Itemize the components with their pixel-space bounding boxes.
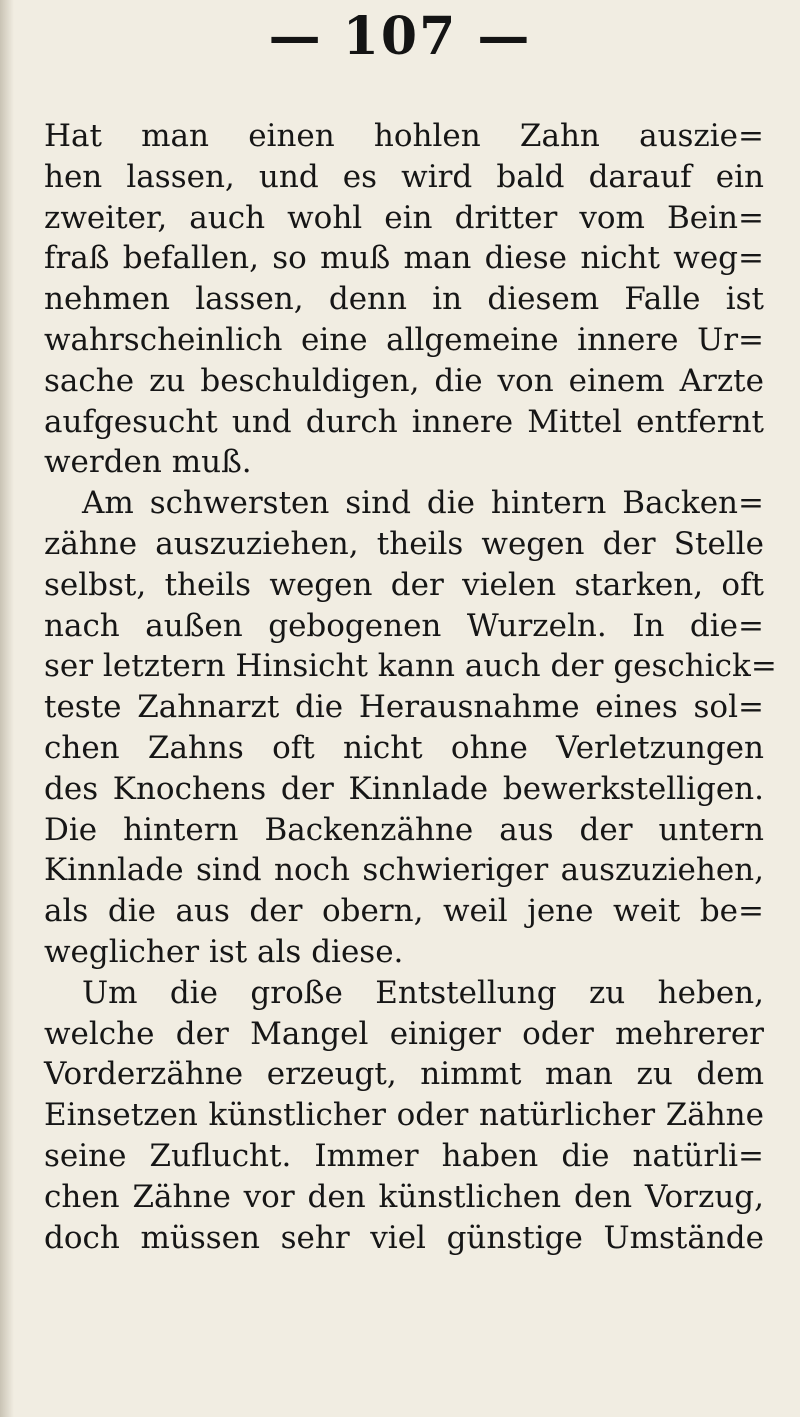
text-line: sache zu beschuldigen, die von einem Arzte bbox=[44, 362, 764, 399]
text-line: wahrscheinlich eine allgemeine innere Ur= bbox=[44, 321, 764, 358]
text-line: Um die große Entstellung zu heben, bbox=[82, 974, 764, 1011]
text-line: Kinnlade sind noch schwieriger auszuziehen, bbox=[44, 852, 764, 889]
text-line: nehmen lassen, denn in diesem Falle ist bbox=[44, 281, 764, 318]
text-line: Einsetzen künstlicher oder natürlicher Zähne bbox=[44, 1097, 764, 1134]
text-line: selbst, theils wegen der vielen starken, oft bbox=[44, 566, 764, 603]
text-line: fraß befallen, so muß man diese nicht weg= bbox=[44, 240, 764, 277]
page-binding-edge bbox=[0, 0, 14, 1417]
text-line: Die hintern Backenzähne aus der untern bbox=[44, 811, 764, 848]
text-line: hen lassen, und es wird bald darauf ein bbox=[44, 158, 764, 195]
text-line: teste Zahnarzt die Herausnahme eines sol= bbox=[44, 689, 764, 726]
text-line: weglicher ist als diese. bbox=[44, 933, 404, 970]
text-line: zähne auszuziehen, theils wegen der Stelle bbox=[44, 525, 764, 562]
text-line: des Knochens der Kinnlade bewerkstelligen. bbox=[44, 770, 764, 807]
text-line: nach außen gebogenen Wurzeln. In die= bbox=[44, 607, 764, 644]
text-line: chen Zähne vor den künstlichen den Vorzug, bbox=[44, 1178, 764, 1215]
text-line: chen Zahns oft nicht ohne Verletzungen bbox=[44, 729, 764, 766]
text-line: Vorderzähne erzeugt, nimmt man zu dem bbox=[44, 1056, 764, 1093]
text-line: werden muß. bbox=[44, 444, 252, 481]
body-text bbox=[44, 116, 777, 1258]
page-number: — 107 — bbox=[268, 6, 532, 67]
text-line: Hat man einen hohlen Zahn auszie= bbox=[44, 118, 764, 154]
text-line: ser letztern Hinsicht kann auch der geschick= bbox=[44, 648, 777, 685]
text-line: doch müssen sehr viel günstige Umstände bbox=[44, 1219, 764, 1256]
text-line: aufgesucht und durch innere Mittel entfernt bbox=[44, 403, 764, 440]
text-line: seine Zuflucht. Immer haben die natürli= bbox=[44, 1137, 764, 1174]
text-line: als die aus der obern, weil jene weit be= bbox=[44, 893, 764, 930]
text-line: Am schwersten sind die hintern Backen= bbox=[82, 485, 764, 522]
text-line: welche der Mangel einiger oder mehrerer bbox=[44, 1015, 764, 1052]
text-line: zweiter, auch wohl ein dritter vom Bein= bbox=[44, 199, 764, 236]
